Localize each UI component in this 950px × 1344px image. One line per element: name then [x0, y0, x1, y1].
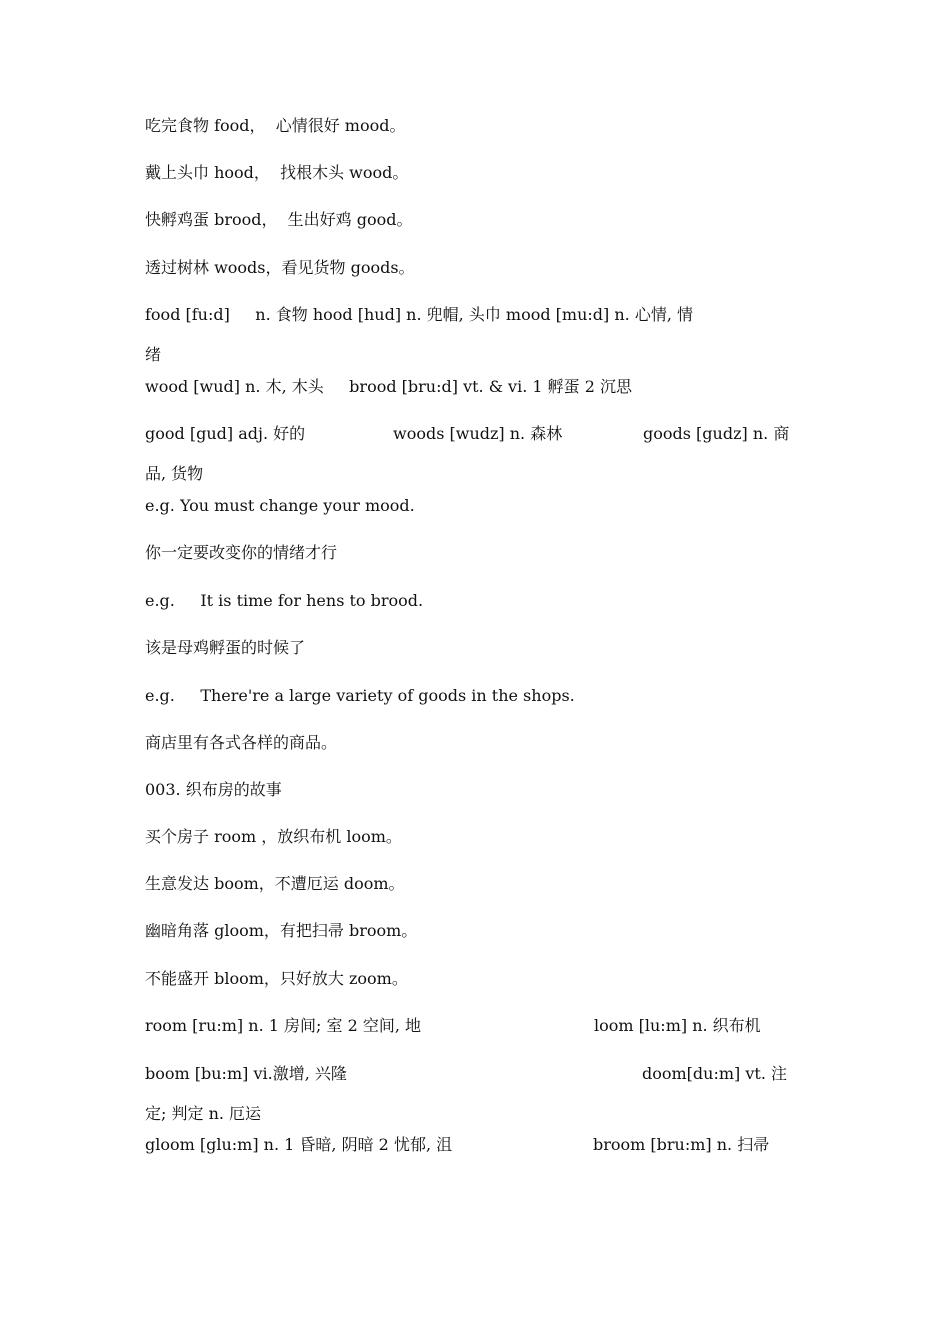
vocab-row [145, 422, 807, 446]
section-heading: 003. 织布房的故事 [145, 780, 282, 799]
vocab-entry-gloom: gloom [glu:m] n. 1 昏暗, 阴暗 2 忧郁, 沮 [145, 1135, 453, 1154]
rhyme-line: 生意发达 boom，不遭厄运 doom。 [145, 874, 405, 893]
rhyme-line: 吃完食物 food， 心情很好 mood。 [145, 116, 406, 135]
example-translation: 你一定要改变你的情绪才行 [145, 543, 338, 562]
vocab-line-continuation: 绪 [145, 345, 162, 364]
vocab-entry-woods: woods [wudz] n. 森林 [393, 424, 563, 443]
vocab-entry-goods: goods [gudz] n. 商 [643, 424, 790, 443]
vocab-row [145, 1062, 807, 1086]
example-translation: 该是母鸡孵蛋的时候了 [145, 638, 306, 657]
vocab-entry-doom: doom[du:m] vt. 注 [642, 1064, 788, 1083]
rhyme-line: 幽暗角落 gloom，有把扫帚 broom。 [145, 921, 418, 940]
vocab-line-continuation: 定; 判定 n. 厄运 [145, 1104, 262, 1123]
rhyme-line: 不能盛开 bloom，只好放大 zoom。 [145, 969, 408, 988]
vocab-line: food [fu:d] n. 食物 hood [hud] n. 兜帽, 头巾 mood [mu:d] n. 心情, 情 [145, 305, 694, 324]
rhyme-line: 透过树林 woods，看见货物 goods。 [145, 258, 415, 277]
vocab-entry-good: good [gud] adj. 好的 [145, 424, 306, 443]
example-sentence: e.g. It is time for hens to brood. [145, 591, 424, 610]
rhyme-line: 买个房子 room ，放织布机 loom。 [145, 827, 402, 846]
vocab-row [145, 1014, 807, 1038]
vocab-entry-boom: boom [bu:m] vi.激增, 兴隆 [145, 1064, 347, 1083]
rhyme-line: 戴上头巾 hood， 找根木头 wood。 [145, 163, 409, 182]
vocab-entry-broom: broom [bru:m] n. 扫帚 [593, 1135, 770, 1154]
vocab-line: wood [wud] n. 木, 木头 brood [bru:d] vt. & vi. 1 孵蛋 2 沉思 [145, 377, 632, 396]
vocab-entry-loom: loom [lu:m] n. 织布机 [594, 1016, 761, 1035]
vocab-line-continuation: 品, 货物 [145, 464, 204, 483]
vocab-row [145, 1133, 807, 1157]
example-sentence: e.g. You must change your mood. [145, 496, 415, 515]
vocab-entry-room: room [ru:m] n. 1 房间; 室 2 空间, 地 [145, 1016, 422, 1035]
example-translation: 商店里有各式各样的商品。 [145, 733, 338, 752]
example-sentence: e.g. There're a large variety of goods in the shops. [145, 686, 575, 705]
rhyme-line: 快孵鸡蛋 brood， 生出好鸡 good。 [145, 210, 413, 229]
